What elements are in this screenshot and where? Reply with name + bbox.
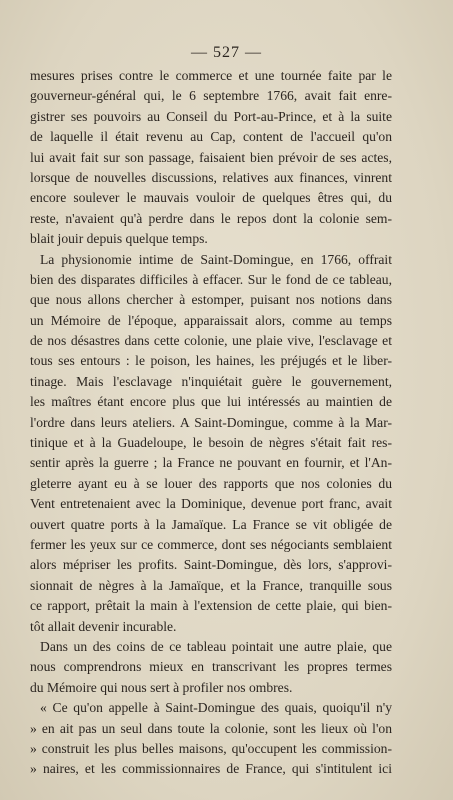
text-line: tôt allait devenir incurable. [30,618,177,634]
text-line: mesures prises contre le commerce et une tournée faite par le [30,68,392,83]
text-line: l'ordre dans leurs ateliers. A Saint-Domingue, comme à la Mar- [30,414,392,430]
text-line: un Mémoire de l'époque, apparaissait alors, comme au temps [30,312,392,328]
paragraph [30,250,392,637]
page-number: — 527 — [191,44,262,61]
text-line: tous ses entours : le poison, les haines, les préjugés et le liber- [30,353,392,369]
text-line: sionnait de nègres à la Jamaïque, et la France, tranquille sous [30,577,392,593]
text-line: bien des disparates difficiles à effacer. Sur le fond de ce tableau, [30,271,392,287]
text-line: Vent entretenaient avec la Dominique, devenue port franc, avait [30,496,392,512]
text-line: sentir après la guerre ; la France ne pouvant en fournir, et l'An- [30,455,392,471]
text-line: gouverneur-général qui, le 6 septembre 1766, avait fait enre- [30,88,392,104]
text-line: alors mépriser les profits. Saint-Domingue, dès lors, s'approvi- [30,557,392,573]
text-line: tinage. Mais l'esclavage n'inquiétait guère le gouvernement, [30,373,392,389]
text-line: blait jouir depuis quelque temps. [30,231,208,247]
text-line: gleterre ayant eu à se louer des rapports que nos colonies du [30,475,392,491]
text-line: ce rapport, prêtait la main à l'extension de cette plaie, qui bien- [30,598,392,614]
text-line: du Mémoire qui nous sert à profiler nos ombres. [30,679,293,695]
paragraph [30,637,392,698]
text-line: » en ait pas un seul dans toute la colonie, sont les lieux où l'on [30,720,392,736]
text-line: de nos désastres dans cette colonie, une plaie vive, l'esclavage et [30,333,392,349]
text-line: nous comprendrons mieux en transcrivant les propres termes [30,659,392,675]
text-line: tinique et à la Guadeloupe, le besoin de nègres s'était fait res- [30,435,392,451]
text-line: fermer les yeux sur ce commerce, dont ses négociants semblaient [30,536,392,552]
text-line: de laquelle il était revenu au Cap, content de l'accueil qu'on [30,129,392,145]
text-line: que nous allons chercher à estomper, puisant nos notions dans [30,292,392,308]
paragraph [30,66,392,250]
text-line: Dans un des coins de ce tableau pointait une autre plaie, que [40,638,392,654]
text-line: « Ce qu'on appelle à Saint-Domingue des quais, quoiqu'il n'y [40,700,392,716]
text-line: reste, n'avaient qu'à perdre dans le repos dont la colonie sem- [30,210,392,226]
text-line: gistrer ses pouvoirs au Conseil du Port-au-Prince, et à la suite [30,108,392,124]
paragraph [30,698,392,780]
text-line: encore soulever le mauvais vouloir de quelques êtres qui, du [30,190,392,206]
text-line: les maîtres étant encore plus que lui intéressés au maintien de [30,394,392,410]
text-line: La physionomie intime de Saint-Domingue, en 1766, offrait [40,251,392,267]
text-line: lui avait fait sur son passage, faisaient bien prévoir de ses actes, [30,149,392,165]
text-line: ouvert quatre ports à la Jamaïque. La France se vit obligée de [30,516,392,532]
text-line: » construit les plus belles maisons, qu'occupent les commission- [30,740,392,756]
text-line: » naires, et les commissionnaires de France, qui s'intitulent ici [30,761,392,777]
text-line: lorsque de nouvelles discussions, relatives aux finances, vinrent [30,169,392,185]
body-text [30,66,392,780]
